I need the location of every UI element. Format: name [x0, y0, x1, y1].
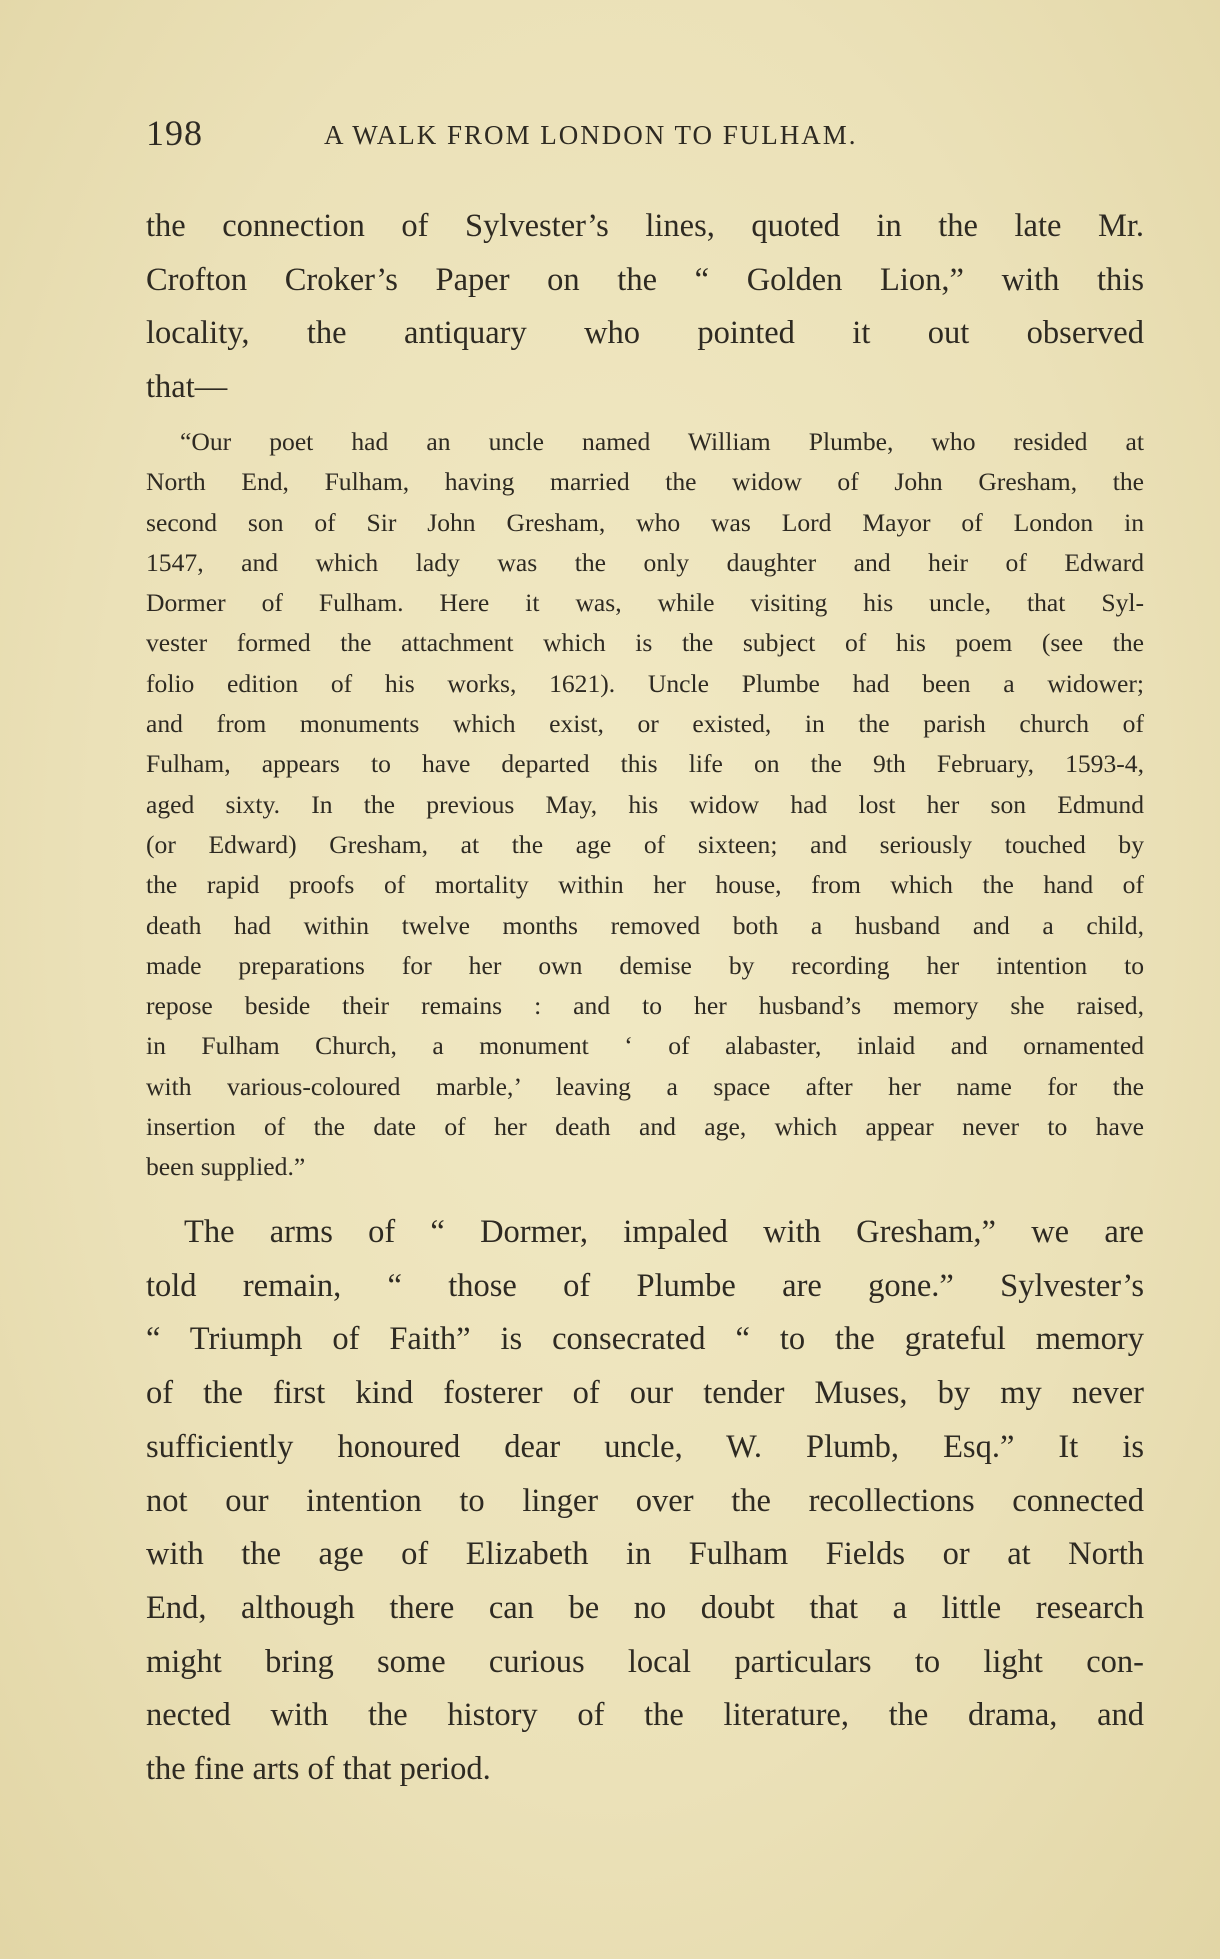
quote-line: Fulham, appears to have departed this life on the 9th February, 1593-4,	[146, 749, 1144, 779]
quote-line: vester formed the attachment which is the subject of his poem (see the	[146, 628, 1144, 658]
text-line: The arms of “ Dormer, impaled with Gresham,” we are	[184, 1214, 1144, 1250]
paragraph-2	[146, 1206, 1144, 1797]
paragraph-1	[146, 200, 1144, 414]
text-line: nected with the history of the literature, the drama, and	[146, 1697, 1144, 1734]
quote-line: with various-coloured marble,’ leaving a space after her name for the	[146, 1071, 1144, 1101]
quote-line: insertion of the date of her death and age, which appear never to have	[146, 1112, 1144, 1142]
page-header	[146, 112, 976, 152]
text-line: Crofton Croker’s Paper on the “ Golden Lion,” with this	[146, 261, 1144, 298]
quote-line: aged sixty. In the previous May, his widow had lost her son Edmund	[146, 789, 1144, 819]
quote-line: the rapid proofs of mortality within her house, from which the hand of	[146, 870, 1144, 900]
quote-line: repose beside their remains : and to her husband’s memory she raised,	[146, 991, 1144, 1021]
quote-line: second son of Sir John Gresham, who was Lord Mayor of London in	[146, 507, 1144, 537]
quote-line: 1547, and which lady was the only daughter and heir of Edward	[146, 547, 1144, 577]
running-head: A WALK FROM LONDON TO FULHAM.	[324, 120, 858, 150]
page-number: 198	[146, 113, 203, 153]
block-quote	[146, 422, 1144, 1188]
text-line: not our intention to linger over the recollections connected	[146, 1482, 1144, 1519]
text-line: sufficiently honoured dear uncle, W. Plumb, Esq.” It is	[146, 1428, 1144, 1465]
quote-line: (or Edward) Gresham, at the age of sixteen; and seriously touched by	[146, 829, 1144, 859]
text-line: with the age of Elizabeth in Fulham Fields or at North	[146, 1536, 1144, 1573]
text-line: “ Triumph of Faith” is consecrated “ to the grateful memory	[146, 1321, 1144, 1358]
quote-line: folio edition of his works, 1621). Uncle Plumbe had been a widower;	[146, 668, 1144, 698]
quote-line: in Fulham Church, a monument ‘ of alabaster, inlaid and ornamented	[146, 1031, 1144, 1061]
text-line: the connection of Sylvester’s lines, quoted in the late Mr.	[146, 208, 1144, 244]
text-line: might bring some curious local particulars to light con-	[146, 1643, 1144, 1680]
quote-line: death had within twelve months removed both a husband and a child,	[146, 910, 1144, 940]
text-line: locality, the antiquary who pointed it out observed	[146, 315, 1144, 351]
quote-line: been supplied.”	[146, 1152, 306, 1182]
text-line: that—	[146, 368, 228, 405]
quote-line: made preparations for her own demise by recording her intention to	[146, 950, 1144, 980]
quote-line: Dormer of Fulham. Here it was, while visiting his uncle, that Syl-	[146, 588, 1144, 618]
quote-line: North End, Fulham, having married the widow of John Gresham, the	[146, 467, 1144, 497]
text-line: told remain, “ those of Plumbe are gone.” Sylvester’s	[146, 1267, 1144, 1304]
quote-line: and from monuments which exist, or existed, in the parish church of	[146, 709, 1144, 739]
text-line: End, although there can be no doubt that a little research	[146, 1589, 1144, 1626]
text-line: of the first kind fosterer of our tender Muses, by my never	[146, 1375, 1144, 1412]
text-line: the fine arts of that period.	[146, 1751, 491, 1788]
quote-line: “Our poet had an uncle named William Plumbe, who resided at	[180, 427, 1144, 456]
